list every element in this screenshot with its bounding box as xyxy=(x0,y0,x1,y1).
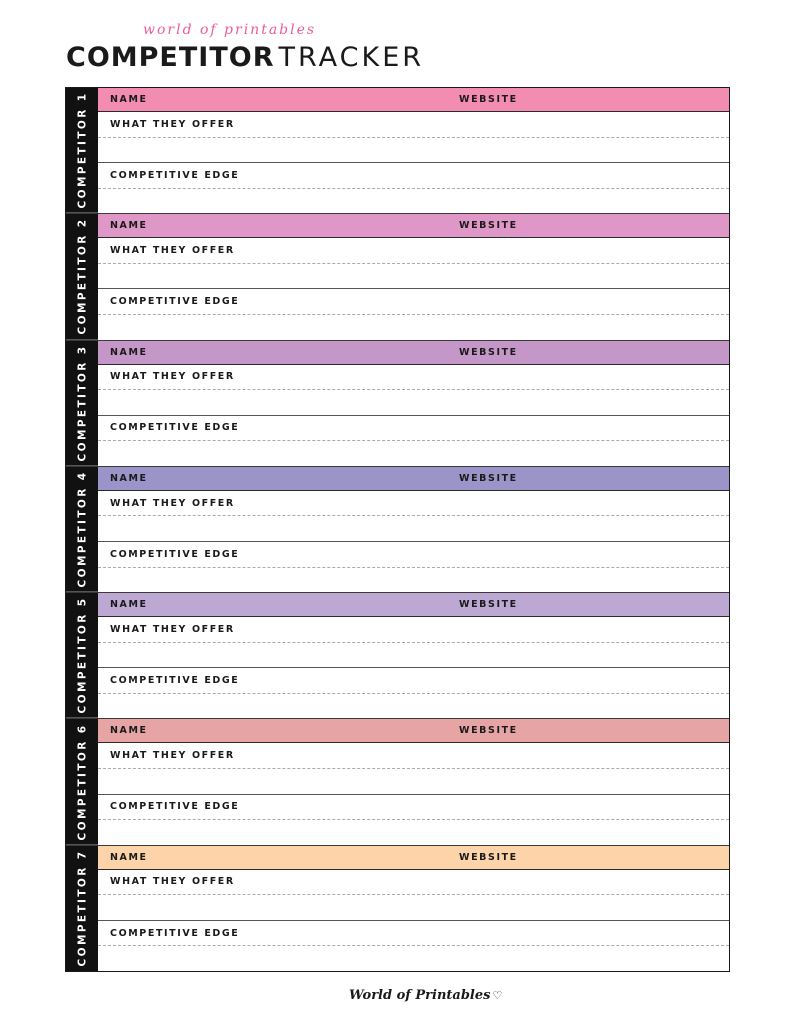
competitor-label-text: COMPETITOR xyxy=(76,107,89,209)
heart-icon: ♡ xyxy=(492,989,503,1002)
competitor-section xyxy=(66,846,729,971)
competitor-sidebar xyxy=(66,467,98,592)
competitor-label xyxy=(76,850,88,967)
offer-row xyxy=(98,365,729,416)
competitor-label xyxy=(76,92,88,209)
competitor-content xyxy=(98,341,729,466)
edge-row xyxy=(98,921,729,971)
competitor-content xyxy=(98,593,729,718)
edge-row xyxy=(98,542,729,592)
competitor-number: 1 xyxy=(76,91,89,102)
competitor-label-text: COMPETITOR xyxy=(76,738,89,841)
competitor-tracker-table xyxy=(65,87,730,972)
offer-field[interactable]: WHAT THEY OFFER xyxy=(98,238,729,264)
offer-line[interactable] xyxy=(98,516,729,541)
website-field[interactable]: WEBSITE xyxy=(459,346,518,358)
competitor-section xyxy=(66,719,729,845)
footer-logo xyxy=(349,988,502,1003)
competitor-label xyxy=(76,471,88,588)
footer-logo-text: World of Printables xyxy=(349,988,491,1003)
competitor-header xyxy=(98,593,729,617)
name-field[interactable]: NAME xyxy=(110,220,148,232)
edge-field[interactable]: COMPETITIVE EDGE xyxy=(98,795,729,821)
competitor-content xyxy=(98,214,729,339)
edge-row xyxy=(98,163,729,213)
competitor-content xyxy=(98,719,729,844)
competitor-number: 7 xyxy=(76,849,89,860)
competitor-header xyxy=(98,341,729,365)
competitor-header xyxy=(98,719,729,743)
competitor-label-text: COMPETITOR xyxy=(76,865,89,967)
offer-line[interactable] xyxy=(98,138,729,163)
brand-script-logo: world of printables xyxy=(143,22,317,38)
competitor-sidebar xyxy=(66,719,98,844)
edge-row xyxy=(98,289,729,339)
edge-row xyxy=(98,668,729,718)
name-field[interactable]: NAME xyxy=(110,472,148,484)
competitor-header xyxy=(98,467,729,491)
competitor-sidebar xyxy=(66,846,98,971)
offer-field[interactable]: WHAT THEY OFFER xyxy=(98,870,729,896)
offer-row xyxy=(98,870,729,921)
website-field[interactable]: WEBSITE xyxy=(459,472,518,484)
edge-row xyxy=(98,795,729,845)
competitor-number: 4 xyxy=(76,470,89,481)
name-field[interactable]: NAME xyxy=(110,94,148,105)
title-bold: COMPETITOR xyxy=(66,42,275,73)
website-field[interactable]: WEBSITE xyxy=(459,851,518,863)
offer-row xyxy=(98,238,729,289)
name-field[interactable]: NAME xyxy=(110,346,148,358)
offer-line[interactable] xyxy=(98,895,729,920)
competitor-section xyxy=(66,467,729,593)
edge-field[interactable]: COMPETITIVE EDGE xyxy=(98,921,729,947)
offer-row xyxy=(98,617,729,668)
name-field[interactable]: NAME xyxy=(110,851,148,863)
offer-row xyxy=(98,491,729,542)
competitor-label-text: COMPETITOR xyxy=(76,233,89,335)
edge-field[interactable]: COMPETITIVE EDGE xyxy=(98,668,729,694)
competitor-content xyxy=(98,88,729,213)
offer-field[interactable]: WHAT THEY OFFER xyxy=(98,743,729,769)
competitor-section xyxy=(66,341,729,467)
competitor-section xyxy=(66,88,729,214)
competitor-label xyxy=(76,723,88,840)
edge-line[interactable] xyxy=(98,189,729,214)
competitor-section xyxy=(66,593,729,719)
edge-field[interactable]: COMPETITIVE EDGE xyxy=(98,163,729,189)
competitor-content xyxy=(98,846,729,971)
competitor-label xyxy=(76,344,88,461)
competitor-number: 5 xyxy=(76,596,89,607)
competitor-number: 6 xyxy=(76,723,89,733)
offer-field[interactable]: WHAT THEY OFFER xyxy=(98,112,729,138)
competitor-sidebar xyxy=(66,593,98,718)
website-field[interactable]: WEBSITE xyxy=(459,94,518,105)
competitor-content xyxy=(98,467,729,592)
offer-line[interactable] xyxy=(98,769,729,794)
edge-line[interactable] xyxy=(98,568,729,593)
edge-field[interactable]: COMPETITIVE EDGE xyxy=(98,416,729,442)
website-field[interactable]: WEBSITE xyxy=(459,599,518,611)
edge-line[interactable] xyxy=(98,946,729,971)
offer-row xyxy=(98,112,729,163)
offer-row xyxy=(98,743,729,794)
offer-field[interactable]: WHAT THEY OFFER xyxy=(98,491,729,517)
website-field[interactable]: WEBSITE xyxy=(459,725,518,737)
offer-line[interactable] xyxy=(98,264,729,289)
edge-line[interactable] xyxy=(98,694,729,719)
competitor-sidebar xyxy=(66,214,98,339)
edge-field[interactable]: COMPETITIVE EDGE xyxy=(98,289,729,315)
title-light: TRACKER xyxy=(278,42,425,73)
edge-line[interactable] xyxy=(98,315,729,340)
competitor-number: 2 xyxy=(76,217,89,228)
competitor-header xyxy=(98,88,729,112)
competitor-section xyxy=(66,214,729,340)
competitor-label-text: COMPETITOR xyxy=(76,359,89,462)
competitor-number: 3 xyxy=(76,344,89,354)
competitor-label-text: COMPETITOR xyxy=(76,612,89,714)
offer-field[interactable]: WHAT THEY OFFER xyxy=(98,617,729,643)
competitor-sidebar xyxy=(66,88,98,213)
competitor-sidebar xyxy=(66,341,98,466)
name-field[interactable]: NAME xyxy=(110,599,148,611)
edge-row xyxy=(98,416,729,466)
name-field[interactable]: NAME xyxy=(110,725,148,737)
competitor-header xyxy=(98,214,729,238)
offer-field[interactable]: WHAT THEY OFFER xyxy=(98,365,729,391)
offer-line[interactable] xyxy=(98,390,729,415)
edge-line[interactable] xyxy=(98,441,729,466)
edge-line[interactable] xyxy=(98,820,729,845)
edge-field[interactable]: COMPETITIVE EDGE xyxy=(98,542,729,568)
offer-line[interactable] xyxy=(98,643,729,668)
page-title xyxy=(66,42,424,73)
competitor-header xyxy=(98,846,729,870)
competitor-label xyxy=(76,597,88,714)
website-field[interactable]: WEBSITE xyxy=(459,220,518,232)
competitor-label xyxy=(76,218,88,335)
competitor-label-text: COMPETITOR xyxy=(76,486,89,588)
